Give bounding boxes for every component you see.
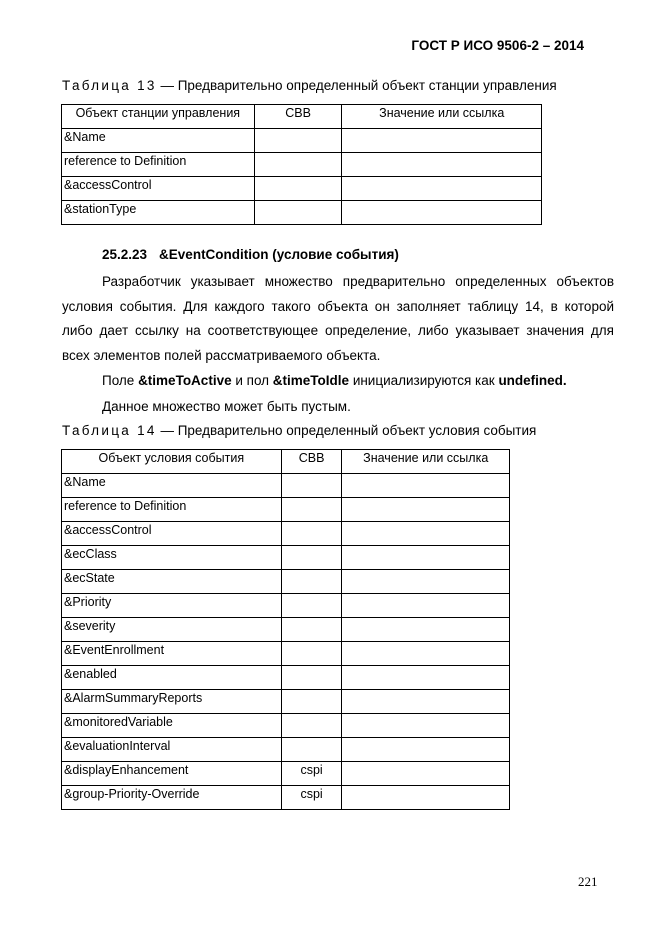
object-cell: &ecClass	[62, 546, 282, 570]
table-14-body	[62, 474, 510, 810]
table-14-label: Таблица 14	[62, 423, 157, 438]
field-value: undefined.	[498, 373, 567, 388]
value-cell	[342, 129, 542, 153]
field-name: &timeToActive	[138, 373, 232, 388]
object-cell: &ecState	[62, 570, 282, 594]
table-row	[62, 177, 542, 201]
column-header: Объект условия события	[62, 450, 282, 474]
table-row	[62, 546, 510, 570]
text-fragment: инициализируются как	[349, 373, 499, 388]
table-row	[62, 474, 510, 498]
column-header: СВВ	[281, 450, 342, 474]
table-row	[62, 690, 510, 714]
table-row	[62, 522, 510, 546]
svv-cell	[281, 498, 342, 522]
value-cell	[342, 762, 510, 786]
svv-cell	[281, 738, 342, 762]
field-name: &timeToIdle	[272, 373, 350, 388]
text-fragment: Поле	[102, 373, 139, 388]
paragraph-empty-set: Данное множество может быть пустым.	[102, 399, 351, 414]
value-cell	[342, 498, 510, 522]
table-row	[62, 762, 510, 786]
value-cell	[342, 201, 542, 225]
value-cell	[342, 738, 510, 762]
svv-cell	[254, 153, 342, 177]
value-cell	[342, 570, 510, 594]
column-header: СВВ	[254, 105, 342, 129]
object-cell: reference to Definition	[62, 498, 282, 522]
section-title: &EventCondition (условие события)	[159, 247, 399, 262]
svv-cell	[281, 666, 342, 690]
column-header: Значение или ссылка	[342, 450, 510, 474]
table-row	[62, 129, 542, 153]
value-cell	[342, 690, 510, 714]
svv-cell	[281, 546, 342, 570]
value-cell	[342, 714, 510, 738]
object-cell: &evaluationInterval	[62, 738, 282, 762]
page-number: 221	[578, 874, 598, 889]
table-13-body	[62, 129, 542, 225]
object-cell: &displayEnhancement	[62, 762, 282, 786]
svv-cell	[281, 474, 342, 498]
svv-cell: cspi	[281, 786, 342, 810]
object-cell: &group-Priority-Override	[62, 786, 282, 810]
table-14	[61, 449, 510, 810]
paragraph-fields	[62, 369, 614, 394]
table-row	[62, 738, 510, 762]
svv-cell	[281, 522, 342, 546]
svv-cell	[281, 594, 342, 618]
column-header: Объект станции управления	[62, 105, 255, 129]
svv-cell	[281, 690, 342, 714]
table-row	[62, 642, 510, 666]
table-row	[62, 498, 510, 522]
paragraph-intro: Разработчик указывает множество предварительно определенных объектов условия события. Для каждого такого объекта он заполняет таблицу 14, в которой либо дает ссылку на соответствующее определение, либо указывает значения для всех элементов полей рассматриваемого объекта.	[62, 274, 614, 363]
column-header: Значение или ссылка	[342, 105, 542, 129]
table-row	[62, 201, 542, 225]
table-13-caption	[62, 78, 557, 93]
object-cell: &AlarmSummaryReports	[62, 690, 282, 714]
svv-cell	[281, 642, 342, 666]
object-cell: &Name	[62, 474, 282, 498]
svv-cell: cspi	[281, 762, 342, 786]
value-cell	[342, 546, 510, 570]
svv-cell	[281, 570, 342, 594]
table-row	[62, 153, 542, 177]
value-cell	[342, 594, 510, 618]
table-header-row	[62, 450, 510, 474]
object-cell: &enabled	[62, 666, 282, 690]
table-13-title: — Предварительно определенный объект станции управления	[156, 78, 557, 93]
object-cell: &accessControl	[62, 522, 282, 546]
table-14-caption	[62, 423, 536, 438]
svv-cell	[254, 129, 342, 153]
table-14-title: — Предварительно определенный объект условия события	[156, 423, 537, 438]
object-cell: &accessControl	[62, 177, 255, 201]
value-cell	[342, 153, 542, 177]
object-cell: &Name	[62, 129, 255, 153]
value-cell	[342, 786, 510, 810]
table-13-label: Таблица 13	[62, 78, 157, 93]
table-header-row	[62, 105, 542, 129]
table-row	[62, 618, 510, 642]
value-cell	[342, 642, 510, 666]
section-heading	[102, 247, 399, 262]
object-cell: &Priority	[62, 594, 282, 618]
svv-cell	[254, 201, 342, 225]
value-cell	[342, 666, 510, 690]
object-cell: &monitoredVariable	[62, 714, 282, 738]
table-row	[62, 666, 510, 690]
table-13	[61, 104, 542, 225]
value-cell	[342, 474, 510, 498]
svv-cell	[281, 714, 342, 738]
document-code: ГОСТ Р ИСО 9506-2 – 2014	[411, 38, 584, 53]
text-fragment: и пол	[231, 373, 273, 388]
object-cell: reference to Definition	[62, 153, 255, 177]
value-cell	[342, 522, 510, 546]
table-row	[62, 594, 510, 618]
object-cell: &EventEnrollment	[62, 642, 282, 666]
object-cell: &stationType	[62, 201, 255, 225]
object-cell: &severity	[62, 618, 282, 642]
table-row	[62, 570, 510, 594]
section-number: 25.2.23	[102, 247, 148, 262]
table-row	[62, 714, 510, 738]
svv-cell	[281, 618, 342, 642]
svv-cell	[254, 177, 342, 201]
value-cell	[342, 177, 542, 201]
value-cell	[342, 618, 510, 642]
table-row	[62, 786, 510, 810]
